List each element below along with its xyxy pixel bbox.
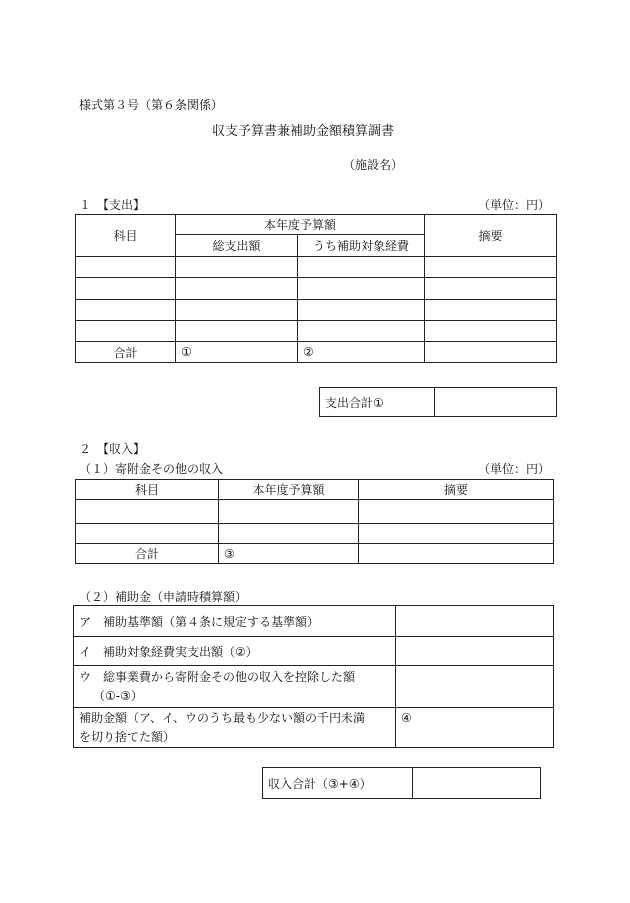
cell[interactable] bbox=[359, 500, 554, 524]
form-number: 様式第３号（第６条関係） bbox=[79, 98, 224, 112]
income-sum-value[interactable] bbox=[413, 768, 541, 799]
income-col-note: 摘要 bbox=[359, 480, 554, 500]
cell[interactable] bbox=[425, 342, 557, 363]
cell[interactable] bbox=[176, 257, 298, 278]
cell[interactable] bbox=[76, 500, 219, 524]
expense-total-mark1[interactable]: ① bbox=[176, 342, 298, 363]
subsidy-row-amount-line2: を切り捨てた額） bbox=[79, 729, 176, 744]
expense-col-subsidy: うち補助対象経費 bbox=[298, 235, 425, 257]
income-col-budget: 本年度予算額 bbox=[219, 480, 359, 500]
expense-total-label: 合計 bbox=[76, 342, 176, 363]
income-total-label: 合計 bbox=[76, 544, 219, 564]
cell[interactable] bbox=[76, 524, 219, 544]
cell[interactable] bbox=[425, 278, 557, 300]
income-total-row bbox=[76, 544, 554, 564]
income-sub1-title: （１）寄附金その他の収入 bbox=[79, 462, 224, 476]
cell[interactable] bbox=[359, 524, 554, 544]
cell[interactable] bbox=[76, 321, 176, 342]
expense-col-budget: 本年度予算額 bbox=[176, 215, 425, 235]
subsidy-value-amount[interactable]: ④ bbox=[396, 708, 554, 748]
cell[interactable] bbox=[76, 300, 176, 321]
subsidy-row-i: イ 補助対象経費実支出額（②） bbox=[74, 637, 396, 666]
document-title: 収支予算書兼補助金額積算調書 bbox=[212, 124, 395, 139]
table-row bbox=[76, 300, 557, 321]
expense-sum-table bbox=[319, 387, 557, 417]
cell[interactable] bbox=[298, 300, 425, 321]
cell[interactable] bbox=[76, 278, 176, 300]
cell[interactable] bbox=[219, 500, 359, 524]
cell[interactable] bbox=[176, 300, 298, 321]
table-row bbox=[76, 524, 554, 544]
income-total-mark3[interactable]: ③ bbox=[219, 544, 359, 564]
income-sum-table bbox=[262, 767, 541, 799]
subsidy-row-u-line2: （①-③） bbox=[93, 688, 143, 703]
subsidy-value-u[interactable] bbox=[396, 666, 554, 708]
expense-total-row bbox=[76, 342, 557, 363]
expense-unit: （単位：円） bbox=[478, 198, 551, 212]
expense-table bbox=[75, 214, 557, 363]
expense-sum-value[interactable] bbox=[435, 388, 557, 417]
cell[interactable] bbox=[298, 321, 425, 342]
subsidy-row-u-line1: ウ 総事業費から寄附金その他の収入を控除した額 bbox=[79, 669, 356, 684]
cell[interactable] bbox=[298, 278, 425, 300]
subsidy-row-u bbox=[74, 666, 396, 708]
expense-col-total: 総支出額 bbox=[176, 235, 298, 257]
subsidy-row-amount-line1: 補助金額（ア、イ、ウのうち最も少ない額の千円未満 bbox=[79, 710, 365, 725]
table-row bbox=[76, 500, 554, 524]
cell[interactable] bbox=[298, 257, 425, 278]
cell[interactable] bbox=[425, 321, 557, 342]
subsidy-table bbox=[73, 605, 554, 748]
table-row bbox=[76, 278, 557, 300]
expense-col-item: 科目 bbox=[76, 215, 176, 257]
cell[interactable] bbox=[219, 524, 359, 544]
income-col-item: 科目 bbox=[76, 480, 219, 500]
table-row bbox=[76, 321, 557, 342]
cell[interactable] bbox=[425, 300, 557, 321]
expense-section-title: １ 【支出】 bbox=[79, 198, 146, 212]
subsidy-value-i[interactable] bbox=[396, 637, 554, 666]
cell[interactable] bbox=[425, 257, 557, 278]
income-unit: （単位：円） bbox=[478, 462, 551, 476]
table-row bbox=[76, 257, 557, 278]
income-table bbox=[75, 479, 554, 564]
expense-col-note: 摘要 bbox=[425, 215, 557, 257]
cell[interactable] bbox=[359, 544, 554, 564]
income-sum-label: 収入合計（③+④） bbox=[263, 768, 413, 799]
cell[interactable] bbox=[176, 321, 298, 342]
cell[interactable] bbox=[176, 278, 298, 300]
subsidy-value-a[interactable] bbox=[396, 606, 554, 637]
subsidy-row-amount bbox=[74, 708, 396, 748]
expense-total-mark2[interactable]: ② bbox=[298, 342, 425, 363]
cell[interactable] bbox=[76, 257, 176, 278]
expense-sum-label: 支出合計① bbox=[320, 388, 435, 417]
income-section-title: ２ 【収入】 bbox=[79, 442, 146, 456]
income-sub2-title: （２）補助金（申請時積算額） bbox=[79, 590, 248, 604]
facility-name-label: （施設名） bbox=[343, 158, 404, 172]
subsidy-row-a: ア 補助基準額（第４条に規定する基準額） bbox=[74, 606, 396, 637]
